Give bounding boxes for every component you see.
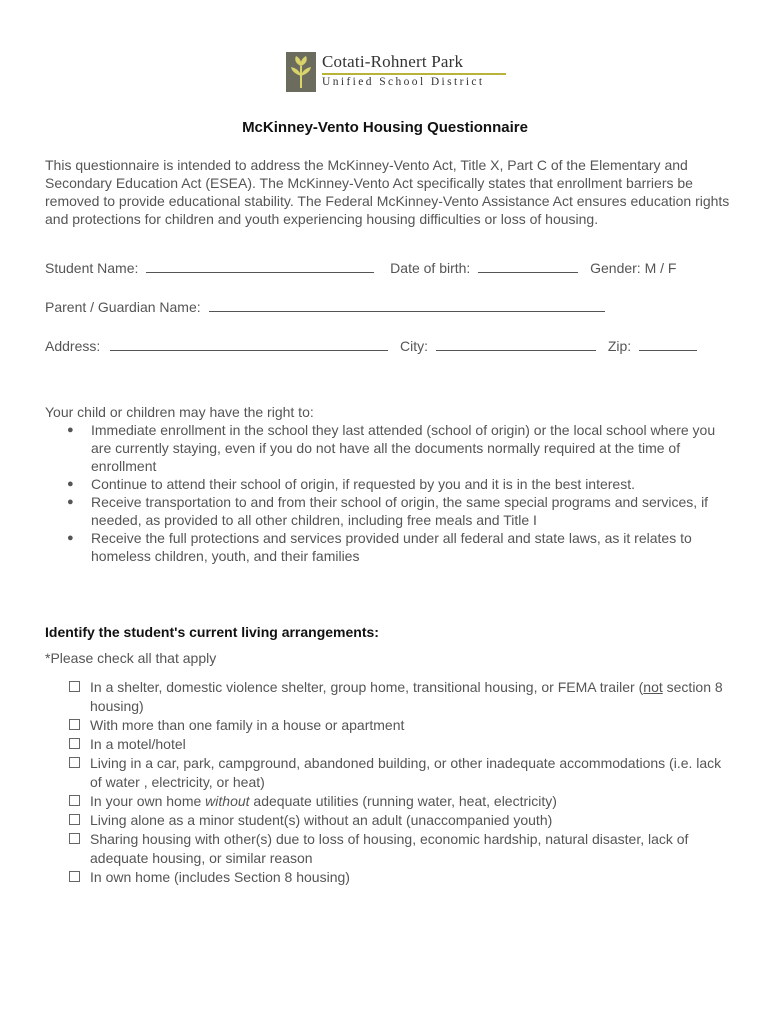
leaf-logo-icon — [286, 52, 316, 92]
list-item: ● Continue to attend their school of origin, if requested by you and it is in the best interest. — [67, 476, 635, 492]
checkbox-icon[interactable] — [69, 871, 80, 882]
bullet-icon: ● — [67, 424, 74, 436]
page-title: McKinney-Vento Housing Questionnaire — [242, 119, 528, 136]
checkbox-item-sharing-housing[interactable]: Sharing housing with other(s) due to loss of housing, economic hardship, natural disaster, lack of adequate housing, or similar reason — [68, 830, 736, 868]
date-of-birth-field[interactable] — [478, 260, 578, 273]
date-of-birth-label: Date of birth: — [390, 260, 471, 276]
district-subtitle: Unified School District — [322, 76, 485, 88]
checkbox-icon[interactable] — [69, 795, 80, 806]
list-item: ● Receive the full protections and services provided under all federal and state laws, as it relates to homeless children, youth, and their families — [67, 530, 692, 564]
rights-section — [45, 403, 735, 565]
checkbox-item-unaccompanied-youth[interactable]: Living alone as a minor student(s) without an adult (unaccompanied youth) — [68, 811, 736, 830]
student-info-row — [45, 260, 676, 276]
student-name-field[interactable] — [146, 260, 374, 273]
rights-intro: Your child or children may have the right to: — [45, 404, 314, 420]
checkbox-icon[interactable] — [69, 719, 80, 730]
list-item: ● Immediate enrollment in the school they last attended (school of origin) or the local school where you are currently staying, even if you do not have all the documents normally required at the time of enrollment — [67, 422, 716, 474]
gender-label[interactable]: Gender: M / F — [590, 260, 677, 276]
checkbox-icon[interactable] — [69, 833, 80, 844]
intro-paragraph: This questionnaire is intended to address the McKinney-Vento Act, Title X, Part C of the Elementary and Secondary Education Act (ESEA). The McKinney-Vento Act specifically states that enrollment barriers be removed to provide educational stability. The Federal McKinney-Vento Assistance Act ensures education rights and protections for children and youth experiencing housing difficulties or loss of housing. — [45, 157, 730, 227]
living-arrangements-heading: Identify the student's current living arrangements: — [45, 624, 379, 640]
bullet-icon: ● — [67, 496, 74, 508]
checkbox-item-motel[interactable]: In a motel/hotel — [68, 735, 736, 754]
zip-label: Zip: — [607, 338, 632, 354]
logo-divider — [322, 73, 506, 75]
address-field[interactable] — [110, 338, 388, 351]
list-item: ● Receive transportation to and from their school of origin, the same special programs and services, if needed, as provided to all other children, including free meals and Title I — [67, 494, 709, 528]
bullet-icon: ● — [67, 532, 74, 544]
checkbox-item-shelter[interactable]: In a shelter, domestic violence shelter, group home, transitional housing, or FEMA trailer (not section 8 housing) — [68, 678, 736, 716]
address-label: Address: — [45, 338, 101, 354]
rights-list — [45, 421, 735, 565]
district-name: Cotati-Rohnert Park — [322, 52, 464, 71]
checkbox-item-multiple-families[interactable]: With more than one family in a house or apartment — [68, 716, 736, 735]
city-field[interactable] — [436, 338, 596, 351]
parent-name-field[interactable] — [209, 299, 605, 312]
living-arrangements-checklist — [68, 678, 736, 887]
checkbox-icon[interactable] — [69, 757, 80, 768]
zip-field[interactable] — [639, 338, 697, 351]
address-info-row — [45, 338, 697, 354]
city-label: City: — [400, 338, 429, 354]
checkbox-icon[interactable] — [69, 681, 80, 692]
checkbox-item-no-utilities[interactable]: In your own home without adequate utilities (running water, heat, electricity) — [68, 792, 736, 811]
bullet-icon: ● — [67, 478, 74, 490]
parent-name-label: Parent / Guardian Name: — [45, 299, 201, 315]
checkbox-item-own-home[interactable]: In own home (includes Section 8 housing) — [68, 868, 736, 887]
parent-info-row — [45, 299, 605, 315]
check-all-note: *Please check all that apply — [45, 650, 217, 666]
checkbox-icon[interactable] — [69, 738, 80, 749]
district-logo — [286, 52, 508, 94]
student-name-label: Student Name: — [45, 260, 139, 276]
checkbox-icon[interactable] — [69, 814, 80, 825]
checkbox-item-car-park[interactable]: Living in a car, park, campground, abandoned building, or other inadequate accommodations (i.e. lack of water , electricity, or heat) — [68, 754, 736, 792]
